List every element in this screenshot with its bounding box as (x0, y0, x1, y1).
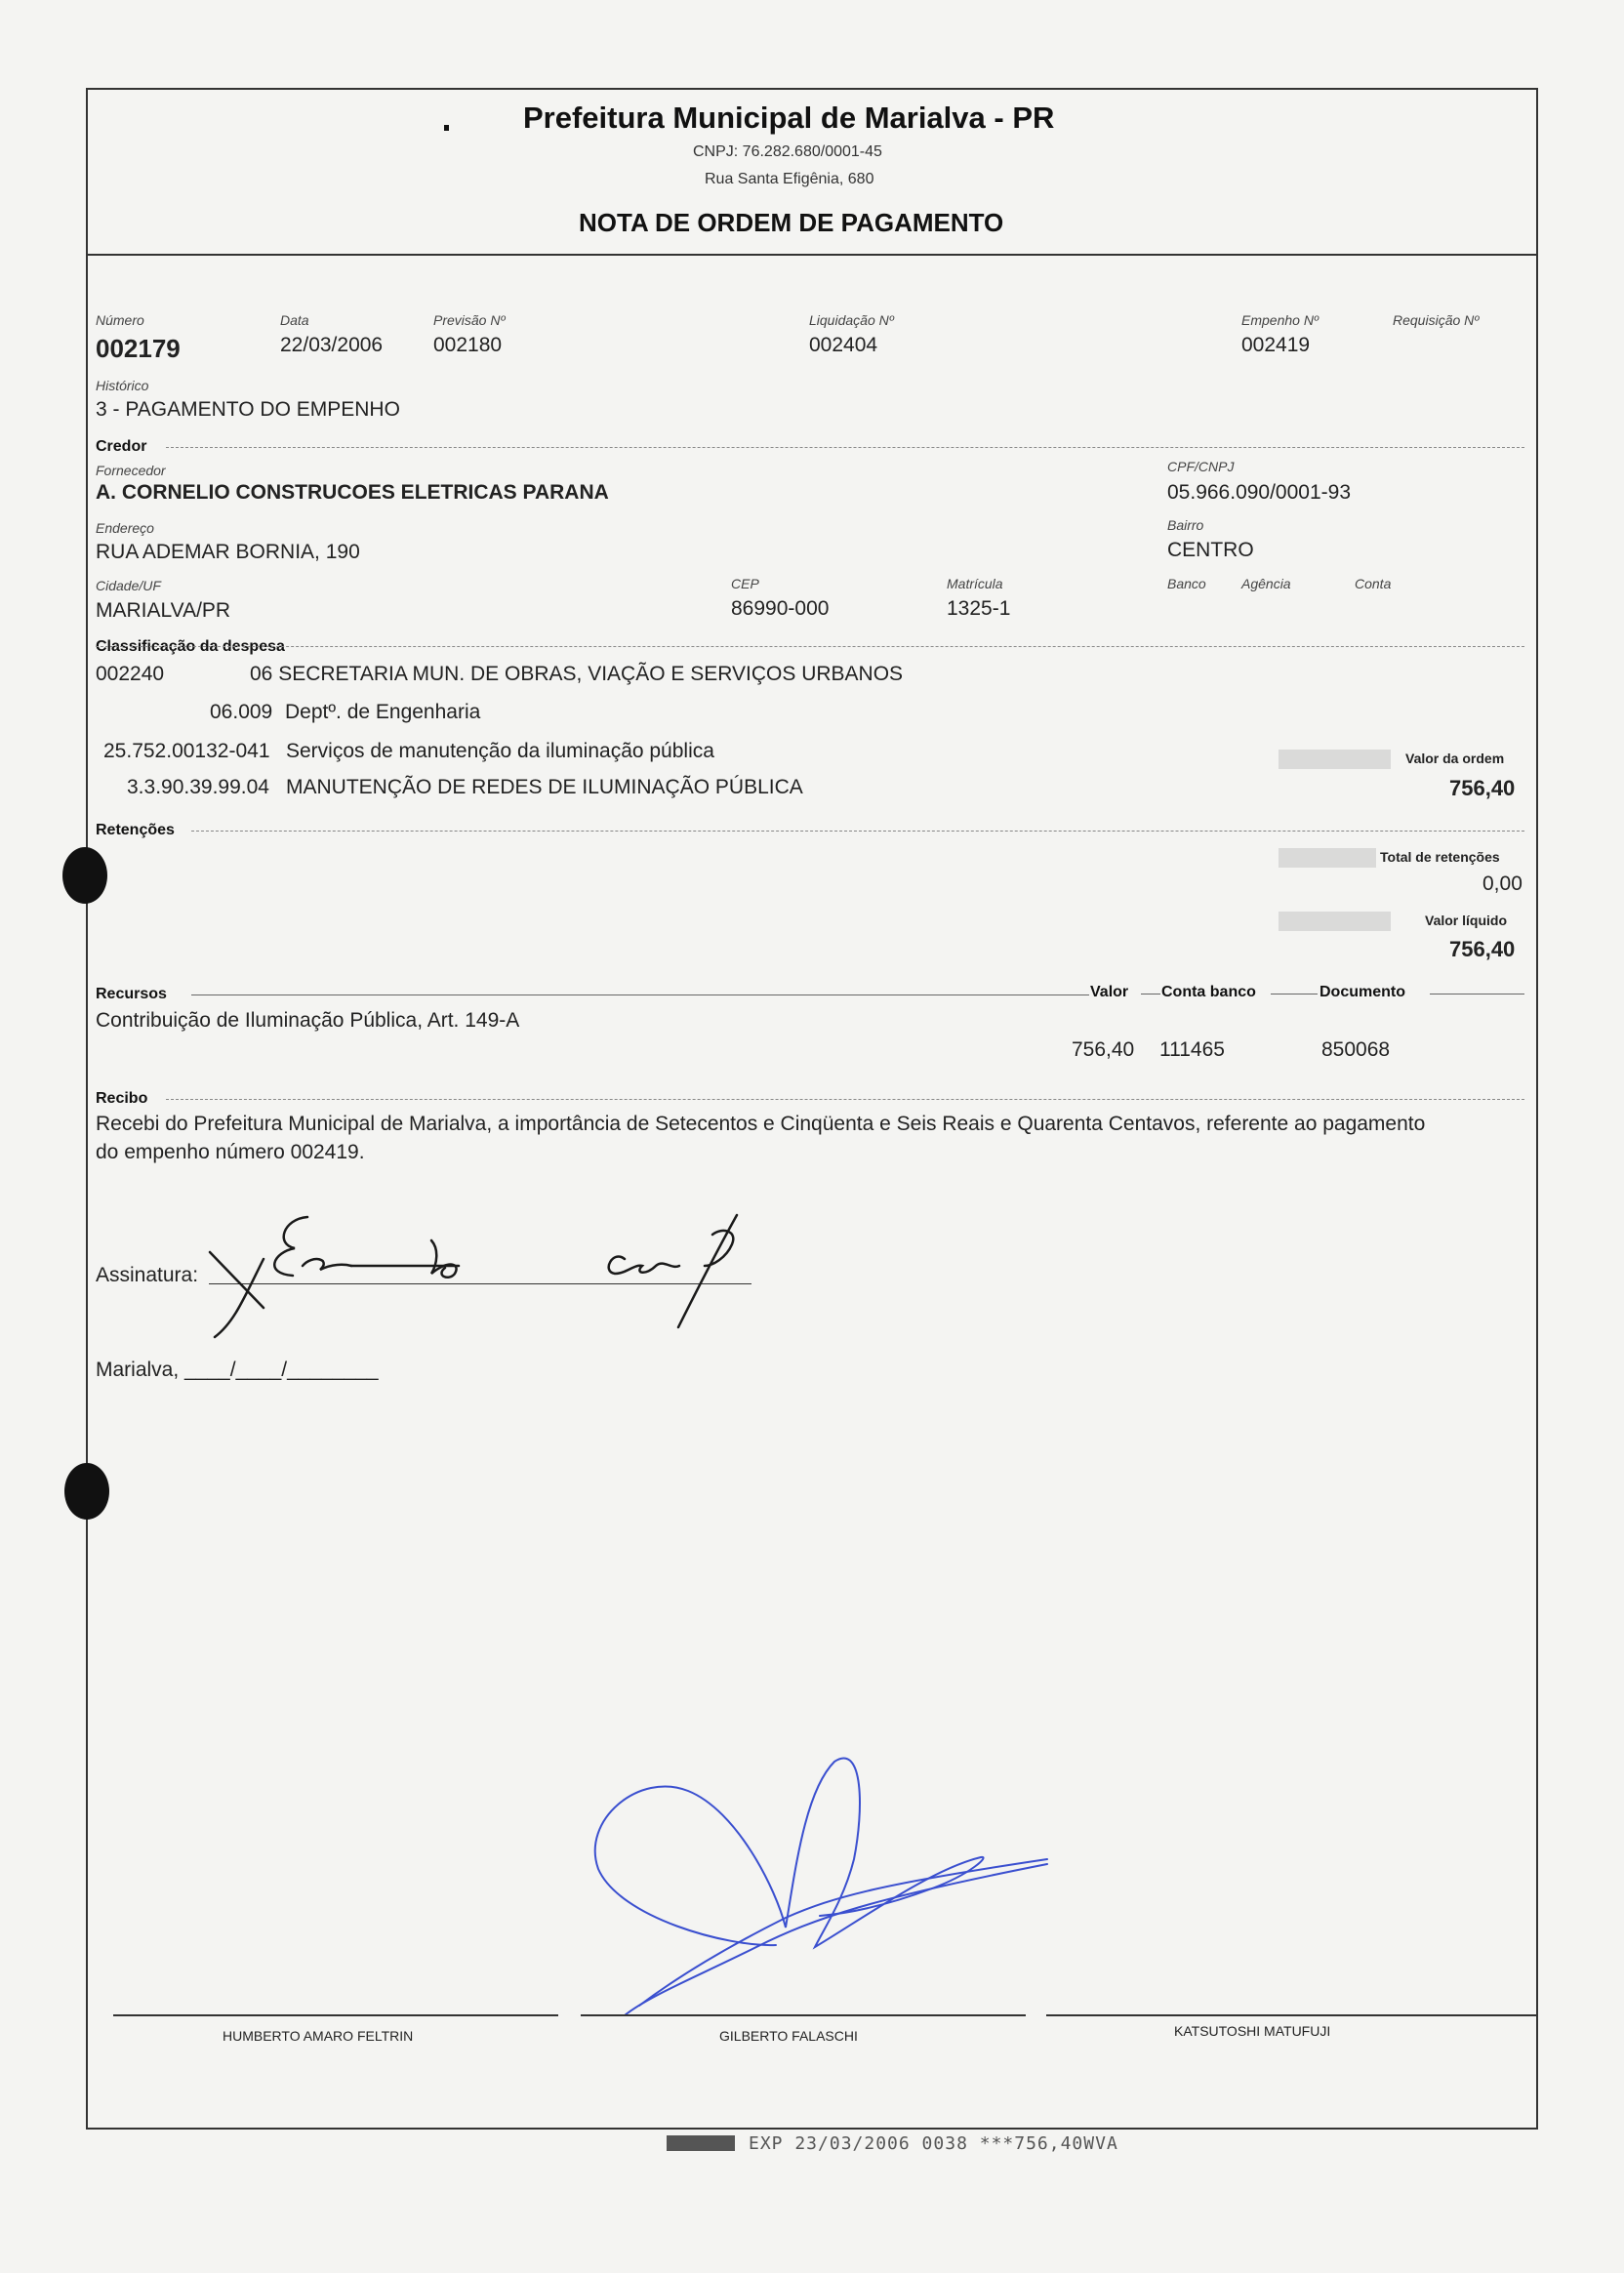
signature-name-3: KATSUTOSHI MATUFUJI (1174, 2023, 1331, 2039)
numero-label: Número (96, 312, 144, 328)
hole-punch-bottom (64, 1463, 109, 1520)
cep-label: CEP (731, 576, 759, 591)
classificacao-line4-text: MANUTENÇÃO DE REDES DE ILUMINAÇÃO PÚBLICA (286, 776, 803, 798)
banco-label: Banco (1167, 576, 1206, 591)
cep-value: 86990-000 (731, 597, 830, 620)
total-retencoes-value: 0,00 (1482, 873, 1522, 895)
recursos-description: Contribuição de Iluminação Pública, Art. 149-A (96, 1009, 520, 1032)
recibo-text-line1: Recebi do Prefeitura Municipal de Marialva, a importância de Setecentos e Cinqüenta e Seis Reais e Quarenta Centavos, referente ao pagamento (96, 1113, 1426, 1135)
cpf-label: CPF/CNPJ (1167, 459, 1235, 474)
signature-line-1 (113, 2014, 558, 2016)
shade-total-retencoes (1279, 848, 1376, 868)
assinatura-label: Assinatura: (96, 1264, 199, 1286)
classificacao-line2-code: 06.009 (210, 701, 273, 723)
recursos-divider (191, 994, 1089, 995)
header-divider (86, 254, 1538, 256)
empenho-value: 002419 (1241, 334, 1311, 356)
credor-divider (166, 447, 1524, 448)
data-value: 22/03/2006 (280, 334, 384, 356)
recibo-text-line2: do empenho número 002419. (96, 1141, 365, 1163)
recursos-conta-banco-label: Conta banco (1161, 984, 1256, 1000)
total-retencoes-label: Total de retenções (1380, 849, 1500, 865)
classificacao-line1: 06 SECRETARIA MUN. DE OBRAS, VIAÇÃO E SERVIÇOS URBANOS (250, 663, 904, 685)
classificacao-line3-text: Serviços de manutenção da iluminação pública (286, 740, 714, 762)
place-date: Marialva, ____/____/________ (96, 1359, 379, 1381)
cidade-label: Cidade/UF (96, 578, 161, 593)
header-title: Prefeitura Municipal de Marialva - PR (523, 101, 1055, 135)
historico-value: 3 - PAGAMENTO DO EMPENHO (96, 398, 400, 421)
cidade-value: MARIALVA/PR (96, 599, 231, 622)
shade-valor-ordem (1279, 750, 1391, 769)
endereco-label: Endereço (96, 520, 154, 536)
empenho-label: Empenho Nº (1241, 312, 1320, 328)
document-title: NOTA DE ORDEM DE PAGAMENTO (579, 208, 1004, 237)
shade-valor-liquido (1279, 912, 1391, 931)
signature-line-3 (1046, 2014, 1536, 2016)
fornecedor-label: Fornecedor (96, 463, 166, 478)
data-label: Data (280, 312, 309, 328)
classificacao-code: 002240 (96, 663, 165, 685)
stamp-logo (667, 2135, 735, 2151)
conta-label: Conta (1355, 576, 1392, 591)
classificacao-section-label: Classificação da despesa (96, 638, 285, 655)
recursos-documento-label: Documento (1320, 984, 1405, 1000)
recursos-valor: 756,40 (1072, 1038, 1135, 1061)
cpf-value: 05.966.090/0001-93 (1167, 481, 1352, 504)
bank-stamp: EXP 23/03/2006 0038 ***756,40WVA (749, 2133, 1118, 2154)
valor-liquido-value: 756,40 (1449, 937, 1516, 961)
classificacao-line4-code: 3.3.90.39.99.04 (127, 776, 269, 798)
bairro-value: CENTRO (1167, 539, 1254, 561)
blue-signature (581, 1752, 1069, 2025)
matricula-label: Matrícula (947, 576, 1003, 591)
matricula-value: 1325-1 (947, 597, 1011, 620)
recibo-section-label: Recibo (96, 1090, 148, 1107)
signature-line-2 (581, 2014, 1026, 2016)
endereco-value: RUA ADEMAR BORNIA, 190 (96, 541, 360, 563)
credor-section-label: Credor (96, 438, 147, 455)
signature-name-1: HUMBERTO AMARO FELTRIN (223, 2028, 414, 2044)
signature-name-2: GILBERTO FALASCHI (719, 2028, 858, 2044)
valor-ordem-value: 756,40 (1449, 776, 1516, 800)
recursos-valor-label: Valor (1090, 984, 1129, 1000)
handwritten-signature (205, 1205, 771, 1342)
previsao-value: 002180 (433, 334, 503, 356)
retencoes-section-label: Retenções (96, 822, 175, 838)
header-cnpj: CNPJ: 76.282.680/0001-45 (693, 143, 882, 160)
header-address: Rua Santa Efigênia, 680 (705, 171, 874, 187)
hole-punch-top (62, 847, 107, 904)
liquidacao-label: Liquidação Nº (809, 312, 894, 328)
recursos-section-label: Recursos (96, 986, 167, 1002)
recursos-documento: 850068 (1321, 1038, 1391, 1061)
valor-ordem-label: Valor da ordem (1405, 751, 1505, 766)
numero-value: 002179 (96, 334, 181, 363)
retencoes-divider (191, 831, 1524, 832)
classificacao-divider (96, 646, 1524, 647)
mark-dot (444, 125, 449, 131)
valor-liquido-label: Valor líquido (1425, 913, 1508, 928)
agencia-label: Agência (1241, 576, 1291, 591)
classificacao-line3-code: 25.752.00132-041 (103, 740, 270, 762)
classificacao-line2-text: Deptº. de Engenharia (285, 701, 481, 723)
requisicao-label: Requisição Nº (1393, 312, 1480, 328)
previsao-label: Previsão Nº (433, 312, 506, 328)
bairro-label: Bairro (1167, 517, 1204, 533)
historico-label: Histórico (96, 378, 149, 393)
recursos-conta-banco: 111465 (1159, 1038, 1225, 1061)
liquidacao-value: 002404 (809, 334, 878, 356)
fornecedor-value: A. CORNELIO CONSTRUCOES ELETRICAS PARANA (96, 481, 609, 504)
recibo-divider (166, 1099, 1524, 1100)
